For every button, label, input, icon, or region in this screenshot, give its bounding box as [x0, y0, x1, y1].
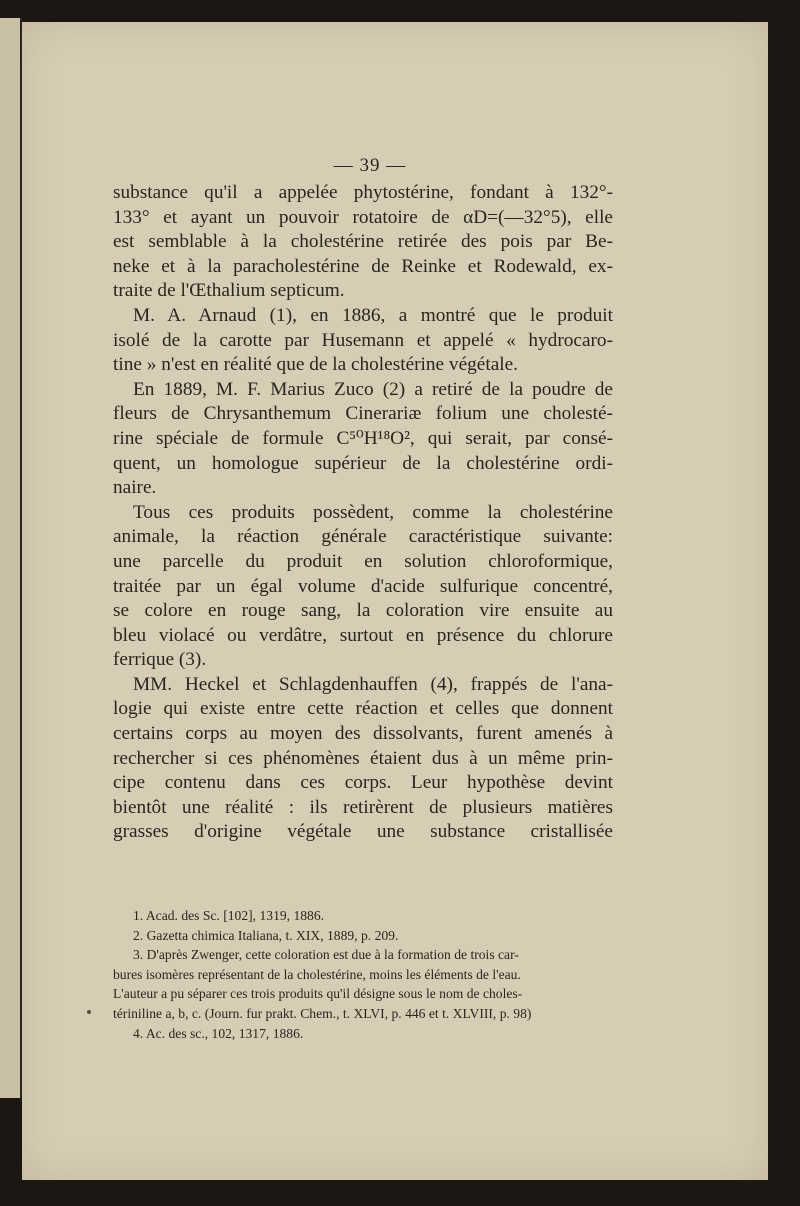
text-line: fleurs de Chrysanthemum Cinerariæ folium une cholesté-: [113, 403, 613, 425]
text-line: cipe contenu dans ces corps. Leur hypothèse devint: [113, 772, 613, 794]
ink-speck: [87, 1010, 91, 1014]
text-line: 133° et ayant un pouvoir rotatoire de αD=(—32°5), elle: [113, 206, 613, 228]
footnote-line: tériniline a, b, c. (Journ. fur prakt. Chem., t. XLVI, p. 446 et t. XLVIII, p. 98): [113, 1005, 532, 1021]
paragraph-5: [113, 673, 613, 845]
text-line: animale, la réaction générale caractéristique suivante:: [113, 526, 613, 548]
facing-page-edge: [0, 18, 22, 1098]
text-line: ferrique (3).: [113, 649, 207, 671]
paragraph-3: [113, 378, 613, 501]
text-line: En 1889, M. F. Marius Zuco (2) a retiré de la poudre de: [133, 378, 613, 400]
text-line: M. A. Arnaud (1), en 1886, a montré que le produit: [133, 304, 613, 326]
paragraph-1: [113, 181, 613, 304]
text-line: traite de l'Œthalium septicum.: [113, 280, 345, 302]
text-line: naire.: [113, 477, 157, 499]
footnote-3: [113, 945, 613, 1023]
footnote-4: [113, 1024, 613, 1044]
text-line: Tous ces produits possèdent, comme la cholestérine: [133, 501, 613, 523]
text-line: tine » n'est en réalité que de la cholestérine végétale.: [113, 354, 518, 376]
text-line: rine spéciale de formule C⁵⁰H¹⁸O², qui serait, par consé-: [113, 427, 613, 449]
text-line: certains corps au moyen des dissolvants, furent amenés à: [113, 723, 613, 745]
text-line: grasses d'origine végétale une substance cristallisée: [113, 821, 613, 843]
page-body: [113, 155, 613, 845]
text-line: est semblable à la cholestérine retirée des pois par Be-: [113, 231, 613, 253]
footnote-line: L'auteur a pu séparer ces trois produits qu'il désigne sous le nom de choles-: [113, 986, 523, 1002]
footnote-line: bures isomères représentant de la cholestérine, moins les éléments de l'eau.: [113, 966, 521, 982]
footnotes: [113, 906, 613, 1043]
footnote-1: [113, 906, 613, 926]
text-line: bleu violacé ou verdâtre, surtout en présence du chlorure: [113, 624, 613, 646]
text-line: bientôt une réalité : ils retirèrent de plusieurs matières: [113, 796, 613, 818]
text-line: substance qu'il a appelée phytostérine, fondant à 132°-: [113, 182, 613, 203]
footnote-line: 4. Ac. des sc., 102, 1317, 1886.: [133, 1025, 304, 1041]
text-line: isolé de la carotte par Husemann et appelé « hydrocaro-: [113, 329, 613, 351]
text-line: une parcelle du produit en solution chloroformique,: [113, 550, 613, 572]
text-line: se colore en rouge sang, la coloration vire ensuite au: [113, 600, 613, 622]
footnote-line: 3. D'après Zwenger, cette coloration est due à la formation de trois car-: [133, 947, 519, 963]
text-line: traitée par un égal volume d'acide sulfurique concentré,: [113, 575, 613, 597]
text-line: neke et à la paracholestérine de Reinke et Rodewald, ex-: [113, 255, 613, 277]
footnote-line: 1. Acad. des Sc. [102], 1319, 1886.: [133, 908, 325, 923]
text-line: quent, un homologue supérieur de la cholestérine ordi-: [113, 452, 613, 474]
text-line: rechercher si ces phénomènes étaient dus à un même prin-: [113, 747, 613, 769]
text-line: logie qui existe entre cette réaction et celles que donnent: [113, 698, 613, 720]
page-number: — 39 —: [333, 155, 407, 176]
text-line: MM. Heckel et Schlagdenhauffen (4), frappés de l'ana-: [133, 673, 613, 695]
footnote-2: [113, 926, 613, 946]
paragraph-4: [113, 501, 613, 673]
footnote-line: 2. Gazetta chimica Italiana, t. XIX, 1889, p. 209.: [133, 927, 399, 943]
paragraph-2: [113, 304, 613, 378]
